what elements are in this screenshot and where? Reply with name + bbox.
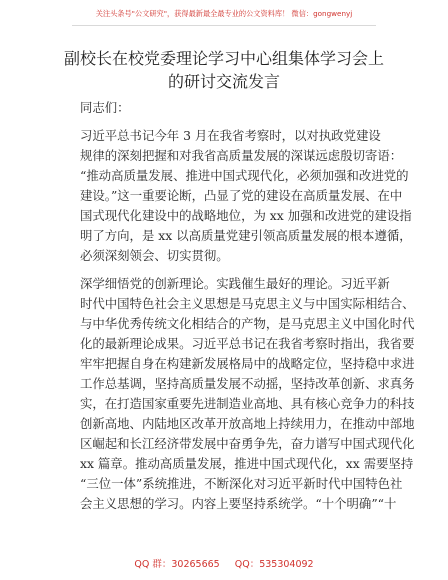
paragraph-1 [80,126,412,266]
text-line: 深学细悟党的创新理论。实践催生最好的理论。习近平新 [80,276,390,291]
text-line: 牢牢把握自身在构建新发展格局中的战略定位，坚持稳中求进 [80,356,415,371]
title-line-2: 的研讨交流发言 [167,72,280,91]
text-line: “推动高质量发展、推进中国式现代化，必须加强和改进党的 [80,168,409,183]
footer-qq-group: QQ 群：30265665 [134,559,220,570]
text-line: 时代中国特色社会主义思想是马克思主义与中国实际相结合、 [80,296,415,311]
title-line-1: 副校长在校党委理论学习中心组集体学习会上 [63,49,384,68]
text-line: 会主义思想的学习。内容上要坚持系统学。“十个明确”“十 [80,496,397,511]
header-divider [72,25,376,26]
document-body [80,98,415,514]
text-line: xx 篇章。推动高质量发展，推进中国式现代化，xx 需要坚持 [80,456,414,471]
text-line: 与中华优秀传统文化相结合的产物，是马克思主义中国化时代 [80,316,415,331]
salutation: 同志们： [80,100,130,115]
footer-contact [0,556,448,570]
text-line: “三位一体”系统推进，不断深化对习近平新时代中国特色社 [80,476,403,491]
text-line: 明了方向，是 xx 以高质量党建引领高质量发展的根本遵循， [80,228,412,243]
header-banner: 关注头条号"公文研究"，获得最新最全最专业的公文资料库！ 微信：gongwenyj [95,9,353,18]
text-line: 工作总基调，坚持高质量发展不动摇，坚持改革创新、求真务 [80,376,415,391]
text-line: 国式现代化建设中的战略地位，为 xx 加强和改进党的建设指 [80,208,412,223]
text-line: 实，在打造国家重要先进制造业高地、具有核心竞争力的科技 [80,396,415,411]
text-line: 习近平总书记今年 3 月在我省考察时，以对执政党建设 [80,128,381,143]
text-line: 规律的深刻把握和对我省高质量发展的深谋远虑殷切寄语： [80,148,403,163]
footer-qq: QQ：535304092 [234,559,314,570]
text-line: 区崛起和长江经济带发展中奋勇争先，奋力谱写中国式现代化 [80,436,415,451]
text-line: 化的最新理论成果。习近平总书记在我省考察时指出，我省要 [80,336,415,351]
document-title [0,47,448,93]
paragraph-2 [80,274,415,514]
text-line: 必须深刻领会、切实贯彻。 [80,248,229,263]
text-line: 建设。”这一重要论断，凸显了党的建设在高质量发展、在中 [80,188,403,203]
text-line: 创新高地、内陆地区改革开放高地上持续用力，在推动中部地 [80,416,415,431]
